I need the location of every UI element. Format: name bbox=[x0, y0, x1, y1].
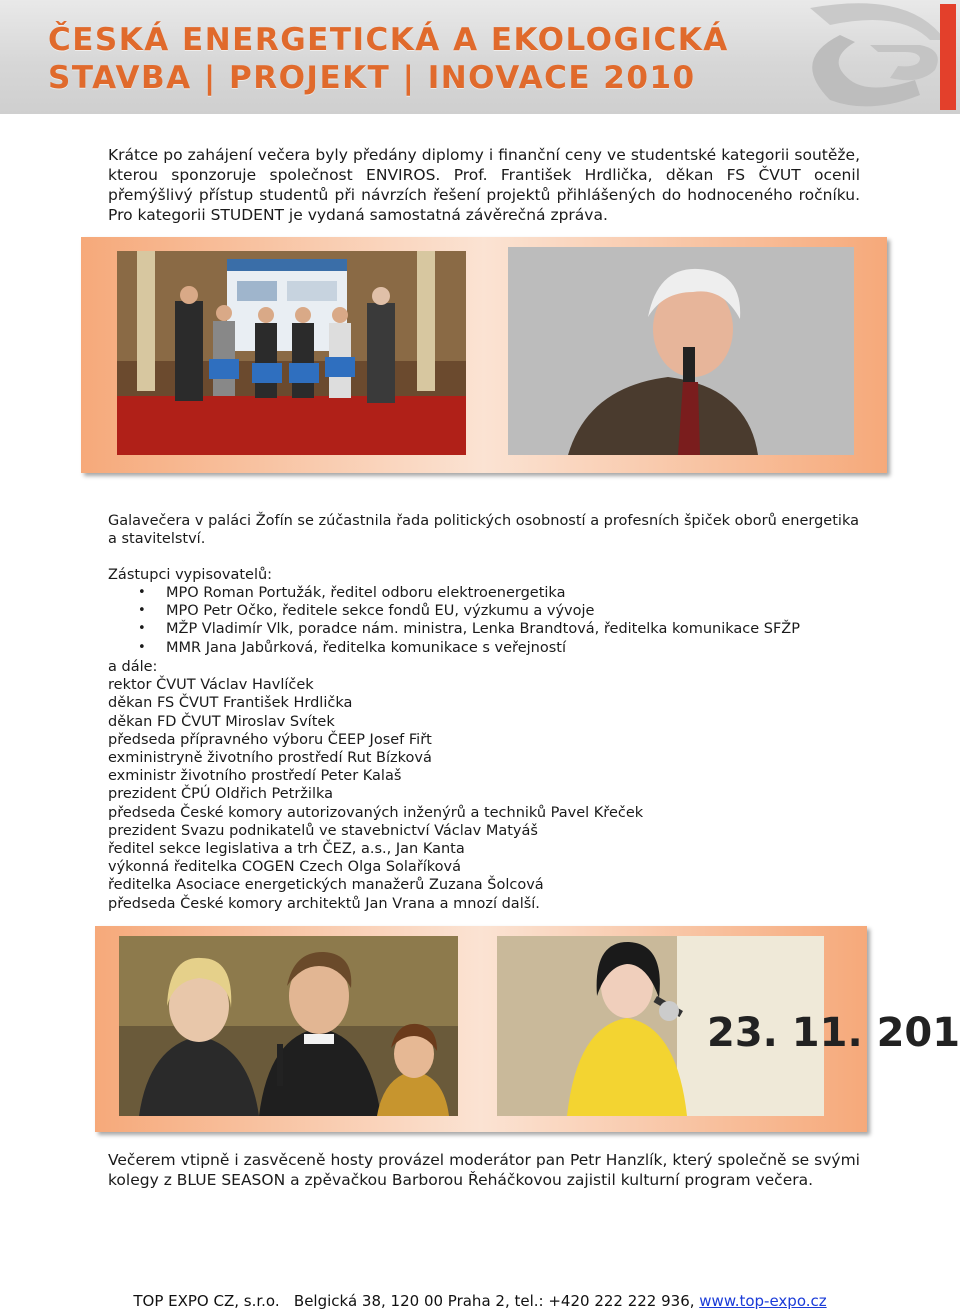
intro-paragraph: Krátce po zahájení večera byly předány diplomy i finanční ceny ve studentské kategorii soutěže, kterou sponzoruje společnost ENVIROS. Prof. František Hrdlička, děkan FS ČVUT ocenil přemýšlivý přístup studentů při návrzích řešení projektů přihlášených do hodnoceného ročníku. Pro kategorii STUDENT je vydaná samostatná závěrečná zpráva. bbox=[108, 146, 860, 224]
photo-award-ceremony bbox=[117, 251, 466, 455]
list-item: • MPO Roman Portužák, ředitel odboru elektroenergetika bbox=[108, 584, 800, 602]
list-item: děkan FS ČVUT František Hrdlička bbox=[108, 695, 353, 712]
banner-title-line1: ČESKÁ ENERGETICKÁ A EKOLOGICKÁ bbox=[48, 22, 729, 58]
list-item: prezident ČPÚ Oldřich Petržilka bbox=[108, 786, 334, 803]
list-item: ředitelka Asociace energetických manažerů Zuzana Šolcová bbox=[108, 877, 544, 894]
representatives-list bbox=[108, 584, 800, 657]
list-item: prezident Svazu podnikatelů ve stavebnictví Václav Matyáš bbox=[108, 822, 538, 839]
photo-strip-top bbox=[81, 237, 887, 473]
guests-list bbox=[108, 658, 643, 913]
banner-title-line2: STAVBA | PROJEKT | INOVACE 2010 bbox=[48, 60, 696, 96]
list-item: předseda České komory architektů Jan Vrana a mnozí další. bbox=[108, 895, 540, 912]
footer-contact: TOP EXPO CZ, s.r.o. Belgická 38, 120 00 Praha 2, tel.: +420 222 222 936, bbox=[133, 1292, 700, 1310]
header-banner bbox=[0, 0, 960, 114]
list-item: ředitel sekce legislativa a trh ČEZ, a.s., Jan Kanta bbox=[108, 841, 465, 858]
list-item: exministryně životního prostředí Rut Bízková bbox=[108, 750, 432, 767]
ceep-logo-icon bbox=[770, 0, 960, 114]
list-item: děkan FD ČVUT Miroslav Svítek bbox=[108, 713, 335, 730]
photo-moderators bbox=[119, 936, 458, 1116]
list-item: • MPO Petr Očko, ředitele sekce fondů EU, výzkumu a vývoje bbox=[108, 602, 800, 620]
closing-paragraph: Večerem vtipně i zasvěceně hosty provázel moderátor pan Petr Hanzlík, který společně se svými kolegy z BLUE SEASON a zpěvačkou Barborou Řeháčkovou zajistil kulturní program večera. bbox=[108, 1151, 860, 1189]
list-item: předseda přípravného výboru ČEEP Josef Fiřt bbox=[108, 731, 432, 748]
footer-website-link[interactable]: www.top-expo.cz bbox=[699, 1292, 827, 1310]
list-item: předseda České komory autorizovaných inženýrů a techniků Pavel Křeček bbox=[108, 804, 644, 821]
list-item: • MŽP Vladimír Vlk, poradce nám. ministra, Lenka Brandtová, ředitelka komunikace SFŽP bbox=[108, 620, 800, 638]
photo-strip-bottom bbox=[95, 926, 960, 1132]
representatives-heading: Zástupci vypisovatelů: bbox=[108, 567, 273, 583]
photo-speaker bbox=[508, 247, 854, 455]
list-item: výkonná ředitelka COGEN Czech Olga Solaříková bbox=[108, 859, 462, 876]
gala-paragraph: Galavečera v paláci Žofín se zúčastnila řada politických osobností a profesních špiček oborů energetika a stavitelství. bbox=[108, 513, 859, 547]
footer bbox=[0, 1292, 960, 1310]
list-item: • MMR Jana Jabůrková, ředitelka komunikace s veřejností bbox=[108, 639, 800, 657]
list-item: exministr životního prostředí Peter Kalaš bbox=[108, 768, 402, 785]
list-item: rektor ČVUT Václav Havlíček bbox=[108, 677, 314, 694]
stage-date-text: 23. 11. 201 bbox=[707, 1010, 960, 1056]
list-item: a dále: bbox=[108, 659, 158, 675]
photo-singer bbox=[497, 936, 960, 1116]
